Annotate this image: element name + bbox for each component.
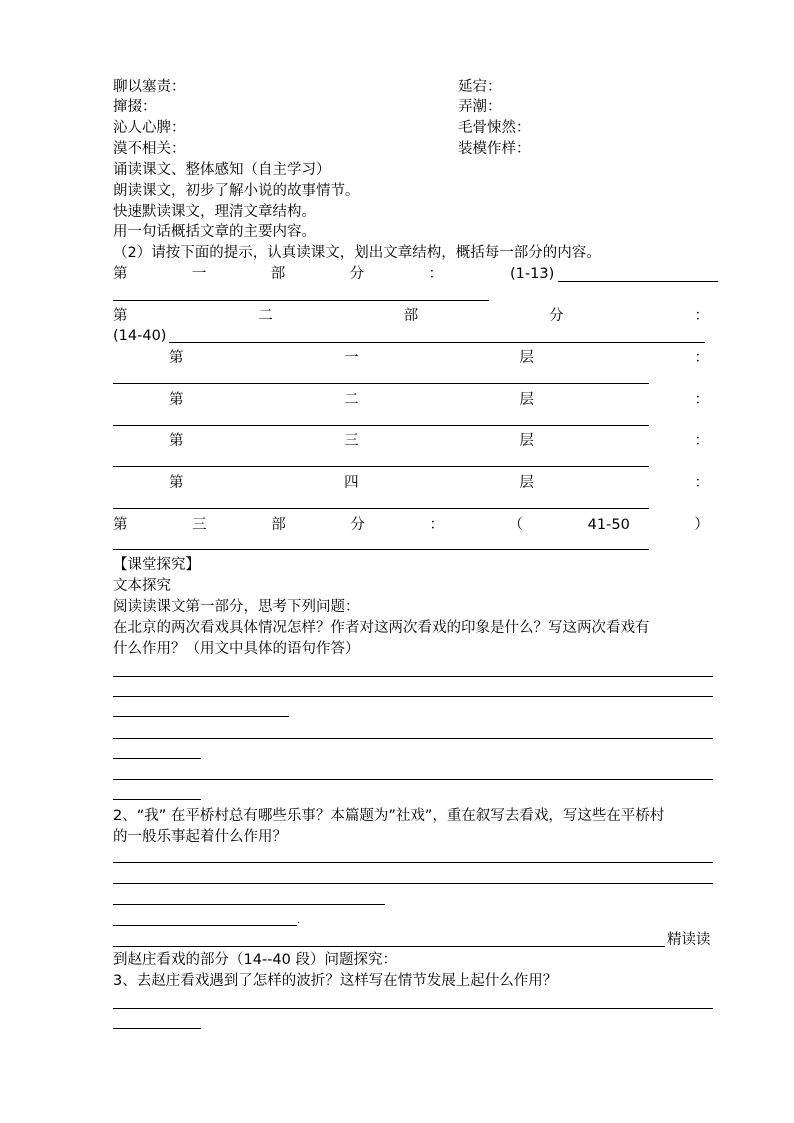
answer-line[interactable] xyxy=(169,342,705,343)
question-3-line: 3、去赵庄看戏遇到了怎样的波折？这样写在情节发展上起什么作用？ xyxy=(113,973,558,989)
vocab-term: 撺掇： xyxy=(113,99,157,115)
answer-line[interactable] xyxy=(113,300,489,301)
question-1-line: 在北京的两次看戏具体情况怎样？作者对这两次看戏的印象是什么？写这两次看戏有 xyxy=(113,620,650,636)
question-2-line: 2、“我” 在平桥村总有哪些乐事？本篇题为”社戏”，重在叙写去看戏，写这些在平桥村 xyxy=(113,808,665,824)
vocab-term: 沁人心脾： xyxy=(113,120,186,136)
instruction-line: 朗读课文，初步了解小说的故事情节。 xyxy=(113,183,360,199)
answer-line[interactable] xyxy=(113,466,649,467)
answer-line[interactable] xyxy=(113,925,297,926)
vocab-term: 弄潮： xyxy=(458,99,502,115)
subheading: 文本探究 xyxy=(113,578,171,594)
answer-line[interactable] xyxy=(113,696,713,697)
part3-label: 第 三 部 分 ： （ 41-50 ） xyxy=(113,517,709,533)
instruction-line: 用一句话概括文章的主要内容。 xyxy=(113,224,316,240)
answer-line[interactable] xyxy=(113,799,201,800)
part2-range: (14-40) xyxy=(113,328,167,344)
answer-line[interactable] xyxy=(113,883,713,884)
vocab-term: 装模作样： xyxy=(458,141,531,157)
answer-line[interactable] xyxy=(113,549,649,550)
section-heading: 【课堂探究】 xyxy=(113,557,200,573)
layer-2-label: 第 二 层 ： xyxy=(169,392,709,408)
answer-line[interactable] xyxy=(113,758,201,759)
answer-line[interactable] xyxy=(113,425,649,426)
answer-line[interactable] xyxy=(558,281,718,282)
answer-line[interactable] xyxy=(113,383,649,384)
layer-4-label: 第 四 层 ： xyxy=(169,475,709,491)
part1-range: (1-13) xyxy=(510,266,555,282)
vocab-term: 毛骨悚然： xyxy=(458,120,531,136)
jingdu-label: 精读读 xyxy=(667,932,711,948)
layer-1-label: 第 一 层 ： xyxy=(169,350,709,366)
question-1-line: 什么作用？（用文中具体的语句作答） xyxy=(113,641,360,657)
instruction-line: 阅读读课文第一部分，思考下列问题： xyxy=(113,599,360,615)
question-2-line: 的一般乐事起着什么作用？ xyxy=(113,829,287,845)
answer-line[interactable] xyxy=(113,904,385,905)
answer-line[interactable] xyxy=(113,946,665,947)
answer-line[interactable] xyxy=(113,1028,201,1029)
instruction-line: （2）请按下面的提示，认真读课文，划出文章结构，概括每一部分的内容。 xyxy=(113,245,601,261)
section-heading: 到赵庄看戏的部分（14--40 段）问题探究： xyxy=(113,952,397,968)
section-heading: 诵读课文、整体感知（自主学习） xyxy=(113,162,331,178)
vocab-term: 延宕： xyxy=(458,79,502,95)
answer-line[interactable] xyxy=(113,716,289,717)
answer-line[interactable] xyxy=(113,676,713,677)
answer-line[interactable] xyxy=(113,738,713,739)
layer-3-label: 第 三 层 ： xyxy=(169,433,709,449)
instruction-line: 快速默读课文，理清文章结构。 xyxy=(113,204,316,220)
vocab-term: 漠不相关： xyxy=(113,141,186,157)
part2-label: 第 二 部 分 ： xyxy=(113,308,709,324)
dot-mark: . xyxy=(297,915,301,926)
answer-line[interactable] xyxy=(113,1008,713,1009)
vocab-term: 聊以塞责： xyxy=(113,79,186,95)
answer-line[interactable] xyxy=(113,779,713,780)
answer-line[interactable] xyxy=(113,508,649,509)
answer-line[interactable] xyxy=(113,862,713,863)
part1-label: 第 一 部 分 ： xyxy=(113,266,443,282)
